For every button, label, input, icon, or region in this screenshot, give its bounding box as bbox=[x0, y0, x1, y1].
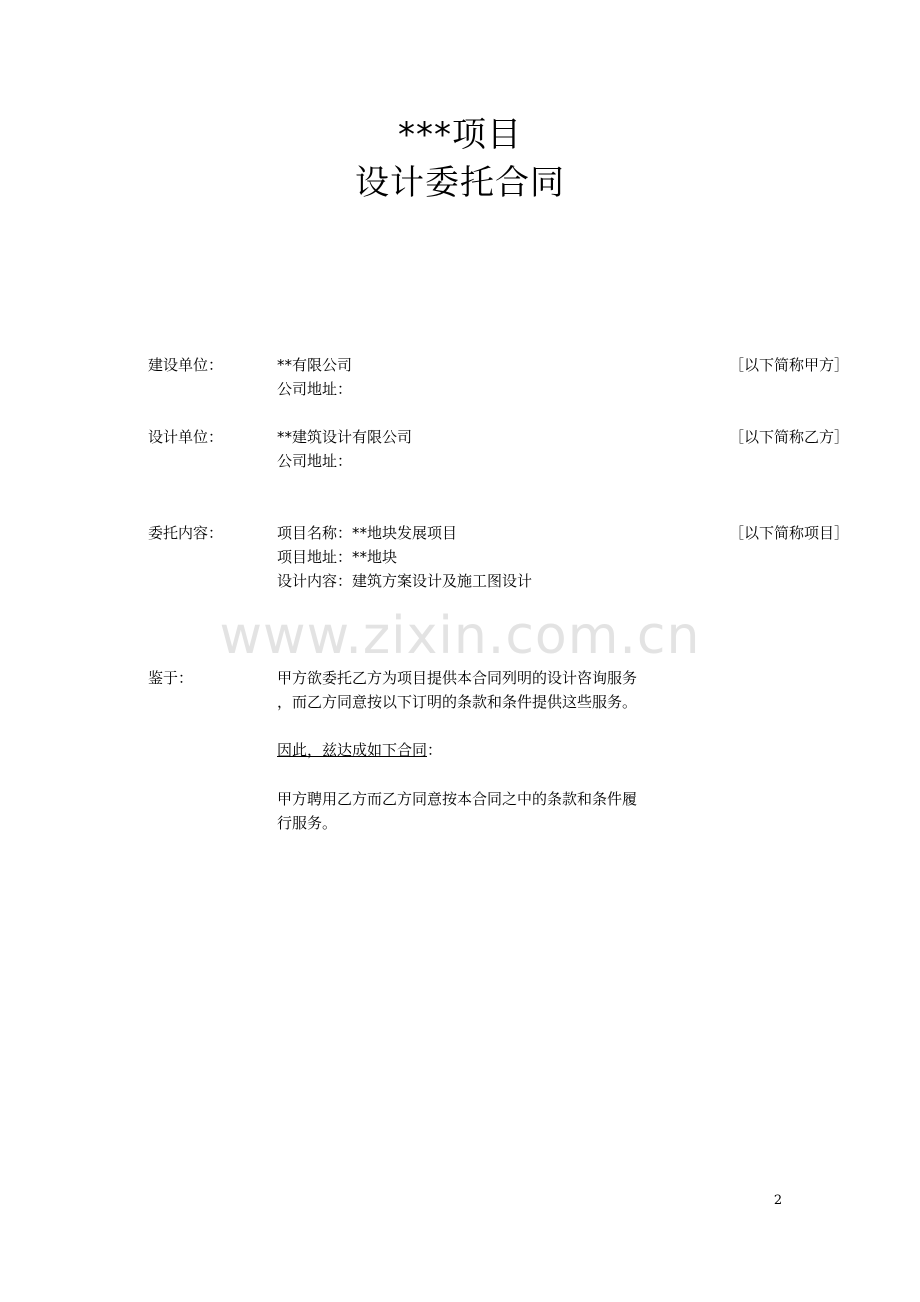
agreement-line-2: 行服务。 bbox=[277, 814, 338, 832]
designer-name: **建筑设计有限公司 bbox=[277, 428, 413, 446]
whereas-paragraph bbox=[277, 666, 692, 714]
project-alias: ［以下简称项目］ bbox=[728, 524, 849, 542]
designer-address-label: 公司地址： bbox=[277, 452, 353, 470]
therefore-paragraph bbox=[277, 738, 692, 762]
document-title-project: ***项目 bbox=[398, 115, 522, 155]
commission-label: 委托内容： bbox=[148, 524, 224, 542]
therefore-line bbox=[277, 738, 692, 762]
client-label: 建设单位： bbox=[148, 356, 224, 374]
therefore-suffix: ： bbox=[427, 741, 443, 759]
project-address: 项目地址：**地块 bbox=[277, 548, 398, 566]
whereas-line-1: 甲方欲委托乙方为项目提供本合同列明的设计咨询服务 bbox=[277, 669, 638, 687]
client-address-label: 公司地址： bbox=[277, 380, 353, 398]
document-title-contract: 设计委托合同 bbox=[355, 163, 565, 203]
agreement-line-1: 甲方聘用乙方而乙方同意按本合同之中的条款和条件履 bbox=[277, 790, 638, 808]
designer-alias: ［以下简称乙方］ bbox=[728, 428, 849, 446]
project-name: 项目名称：**地块发展项目 bbox=[277, 524, 458, 542]
therefore-underlined-text: 因此，兹达成如下合同 bbox=[277, 741, 428, 759]
client-name: **有限公司 bbox=[277, 356, 353, 374]
whereas-label: 鉴于： bbox=[148, 669, 194, 687]
design-content: 设计内容：建筑方案设计及施工图设计 bbox=[277, 572, 533, 590]
watermark: www.zixin.com.cn bbox=[219, 606, 701, 666]
agreement-paragraph bbox=[277, 787, 692, 835]
client-alias: ［以下简称甲方］ bbox=[728, 356, 849, 374]
whereas-line-2: ，而乙方同意按以下订明的条款和条件提供这些服务。 bbox=[277, 693, 638, 711]
page-number: 2 bbox=[773, 1193, 783, 1208]
designer-label: 设计单位： bbox=[148, 428, 224, 446]
